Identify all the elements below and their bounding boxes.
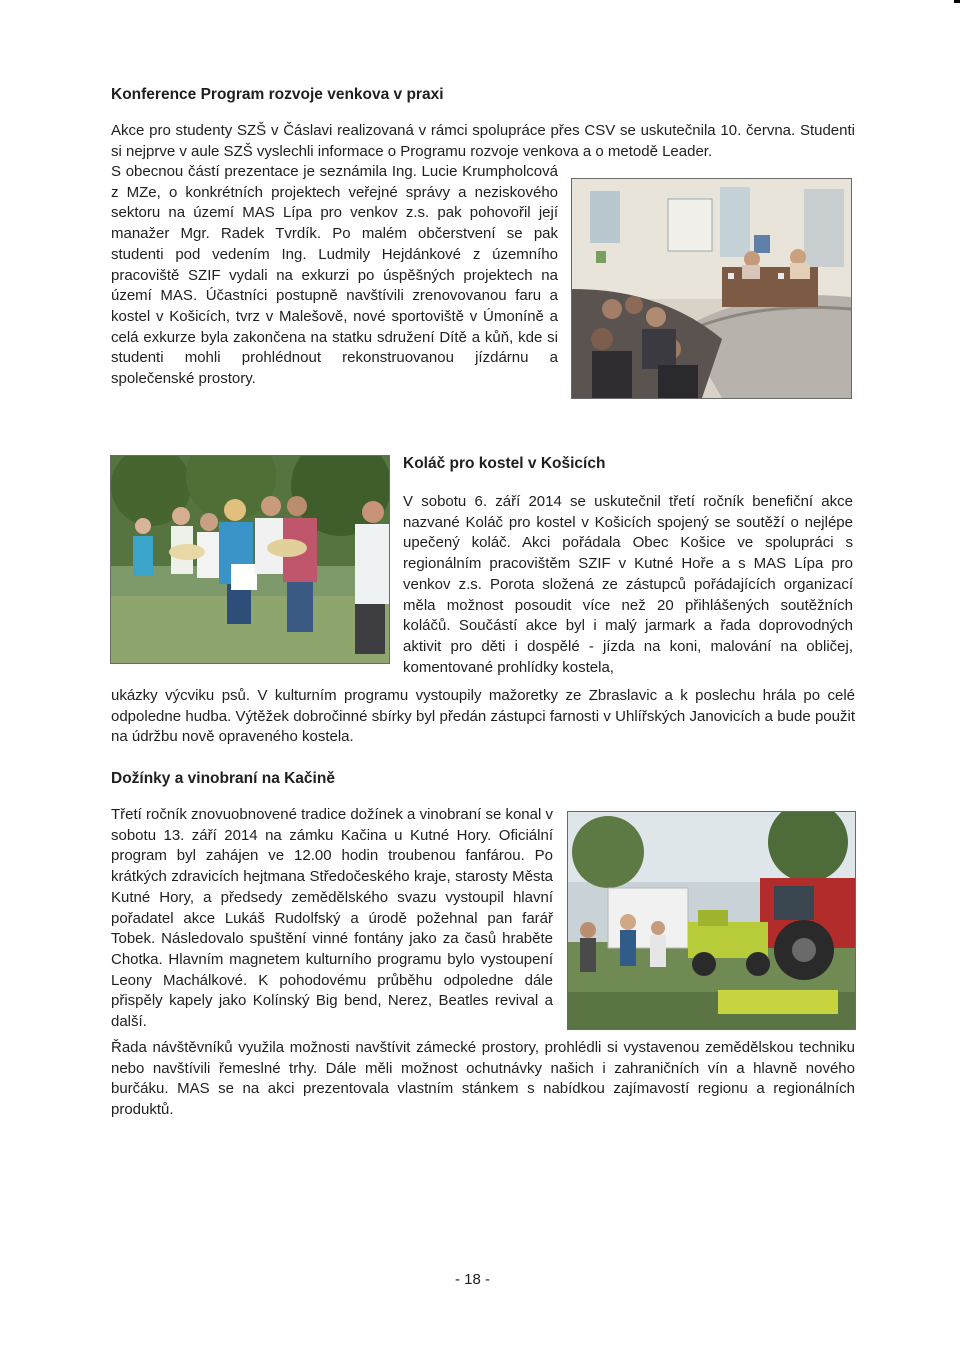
paragraph-dozinky-body: Třetí ročník znovuobnovené tradice dožínek a vinobraní se konal v sobotu 13. září 2014 na zámku Kačina u Kutné Hory. Oficiální program byl zahájen ve 12.00 hodin troubenou fanfárou. Po krátkých zdravicích hejtmana Středočeského kraje, starosty Města Kutné Hory, a předsedy zemědělského svazu vystoupil hlavní pořadatel akce Lukáš Rudolfský a úrodě požehnal pan farář Tobek. Následovalo spuštění vinné fontány jako za časů hraběte Chotka. Hlavním magnetem kulturního programu bylo vystoupení Leony Machálkové. K pohodovému průběhu odpoledne dále přispěly kapely jako Kolínský Big bend, Nerez, Beatles revival a další. [111,806,553,1031]
section-heading-kolac: Koláč pro kostel v Košicích [403,455,606,472]
photo-agricultural-machinery [567,811,856,1030]
paragraph-konference-body: S obecnou částí prezentace je seznámila Ing. Lucie Krumpholcová z MZe, o konkrétních projektech veřejné správy a neziskového sektoru na území MAS Lípa pro venkov z.s. pak pohovořil její manažer Mgr. Radek Tvrdík. Po malém občerstvení se pak studenti pod vedením Ing. Ludmily Hejdánkové z územního pracoviště SZIF vydali na exkurzi po úspěšných projektech na území MAS. Účastníci postupně navštívili zrenovovanou faru a kostel v Košicích, tvrz v Malešově, nové sportoviště v Úmoníně a celá exkurze byla zakončena na statku sdružení Dítě a kůň, kde si studenti mohli prohlédnout rekonstruovanou jízdárnu a společenské prostory. [111,163,558,388]
section-heading-dozinky: Dožínky a vinobraní na Kačině [111,770,335,787]
paragraph-dozinky-continuation: Řada návštěvníků využila možnosti navštívit zámecké prostory, prohlédli si vystavenou zemědělskou techniku nebo navštívili řemeslné trhy. Dále měli možnost ochutnávky našich i zahraničních vín a hlavně nového burčáku. MAS se na akci prezentovala vlastním stánkem s nabídkou zajímavostí regionu a regionálních produktů. [111,1039,855,1119]
paragraph-konference-intro: Akce pro studenty SZŠ v Čáslavi realizovaná v rámci spolupráce přes CSV se uskutečnila 10. června. Studenti si nejprve v aule SZŠ vyslechli informace o Programu rozvoje venkova a o metodě Leader. [111,122,855,160]
paragraph-kolac-continuation: ukázky výcviku psů. V kulturním programu vystoupily mažoretky ze Zbraslavic a k poslechu hrála po celé odpoledne hudba. Výtěžek dobročinné sbírky byl předán zástupci farnosti v Uhlířských Janovicích a bude použit na údržbu nově opraveného kostela. [111,687,855,746]
photo-conference-hall [571,178,852,399]
section-heading-konference: Konference Program rozvoje venkova v praxi [111,86,444,103]
paragraph-kolac-body: V sobotu 6. září 2014 se uskutečnil třetí ročník benefiční akce nazvané Koláč pro kostel v Košicích spojený se soutěží o nejlépe upečený koláč. Akci pořádala Obec Košice ve spolupráci s regionálním pracovištěm SZIF v Kutné Hoře a s MAS Lípa pro venkov z.s. Porota složená ze zástupců pořádajících organizací měla možnost posoudit více než 20 přihlášených soutěžních koláčů. Součástí akce byl i malý jarmark a řada doprovodných aktivit pro děti i dospělé - jízda na koni, malování na obličej, komentované prohlídky kostela, [403,493,853,676]
photo-kolac-contest-winners [110,455,390,664]
scan-corner-mark [954,0,960,3]
page-number: - 18 - [455,1271,491,1288]
